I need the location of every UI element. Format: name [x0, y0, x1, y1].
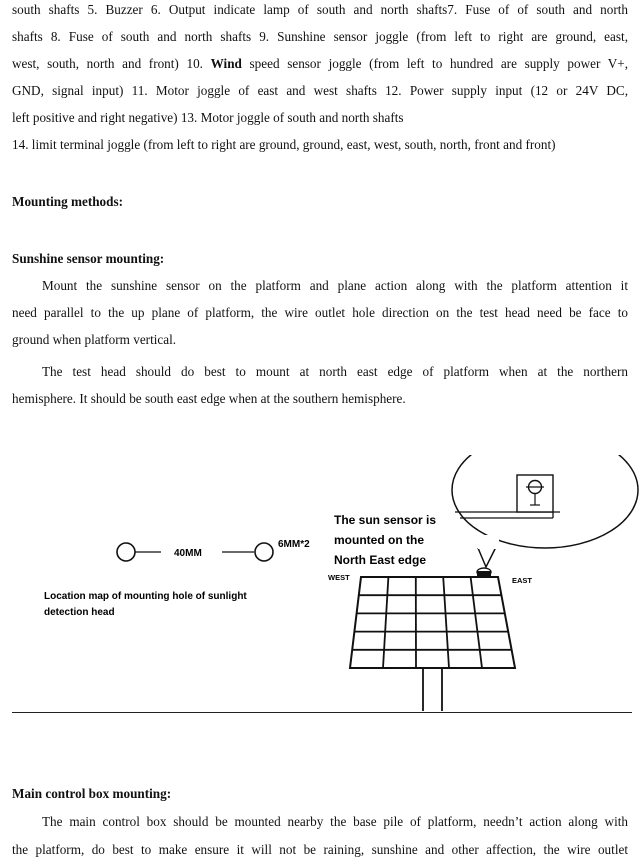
- mounting-hole-left: [117, 543, 135, 561]
- west-label: WEST: [328, 573, 350, 582]
- text-line-2: shafts 8. Fuse of south and north shafts 9. Sunshine sensor joggle (from left to right are ground, east,: [12, 29, 628, 44]
- sensor-note-line-3: North East edge: [334, 553, 427, 567]
- sensor-mark-on-panel: [477, 568, 491, 576]
- solar-panel: [350, 577, 515, 668]
- text-line-4: GND, signal input) 11. Motor joggle of east and west shafts 12. Power supply input (12 or 24V DC,: [12, 83, 628, 98]
- sunshine-p1-line-3: ground when platform vertical.: [12, 332, 177, 347]
- sunshine-p2-line-1: The test head should do best to mount at north east edge of platform when at the northern: [42, 364, 628, 379]
- sun-sensor-head: [517, 475, 553, 512]
- control-box-p1-line-2: the platform, do best to make ensure it will not be raining, sunshine and other affection, the wire outlet: [12, 842, 628, 857]
- section-divider: [12, 712, 632, 713]
- sensor-mounting-diagram: [0, 455, 640, 715]
- sunshine-p1-line-2: need parallel to the up plane of platform, the wire outlet hole direction on the test head need be face to: [12, 305, 628, 320]
- hole-distance-label: 40MM: [174, 548, 202, 559]
- text-line-3-pre: west, south, north and front) 10.: [12, 56, 211, 71]
- sensor-callout-bubble: [452, 455, 638, 567]
- mounting-methods-heading: Mounting methods:: [12, 194, 124, 209]
- control-box-heading: Main control box mounting:: [12, 786, 172, 801]
- hole-size-label: 6MM*2: [278, 539, 310, 550]
- sunshine-p1-line-1: Mount the sunshine sensor on the platform and plane action along with the platform attention it: [42, 278, 628, 293]
- mounting-hole-right: [255, 543, 273, 561]
- text-line-3-post: speed sensor joggle (from left to hundred are supply power V+,: [241, 56, 629, 71]
- location-caption-line-1: Location map of mounting hole of sunlight: [44, 591, 247, 602]
- sensor-note-line-1: The sun sensor is: [334, 513, 437, 527]
- platform-post: [423, 668, 442, 711]
- wind-bold-word: Wind: [210, 56, 242, 71]
- text-line-1: south shafts 5. Buzzer 6. Output indicate lamp of south and north shafts7. Fuse of of south and north: [12, 2, 628, 17]
- east-label: EAST: [512, 576, 533, 585]
- text-line-5: left positive and right negative) 13. Motor joggle of south and north shafts: [12, 110, 404, 125]
- hole-location-map: [44, 539, 310, 618]
- sensor-note-line-2: mounted on the: [334, 533, 424, 547]
- sensor-note: [334, 513, 436, 567]
- sunshine-p2-line-2: hemisphere. It should be south east edge when at the southern hemisphere.: [12, 391, 406, 406]
- text-line-6: 14. limit terminal joggle (from left to right are ground, ground, east, west, south, north, front and front): [12, 137, 556, 152]
- control-box-p1-line-1: The main control box should be mounted nearby the base pile of platform, needn’t action along with: [42, 814, 628, 829]
- text-line-3: [12, 56, 628, 72]
- sunshine-sensor-heading: Sunshine sensor mounting:: [12, 251, 165, 266]
- solar-panel-outline: [350, 577, 515, 668]
- location-caption-line-2: detection head: [44, 607, 115, 618]
